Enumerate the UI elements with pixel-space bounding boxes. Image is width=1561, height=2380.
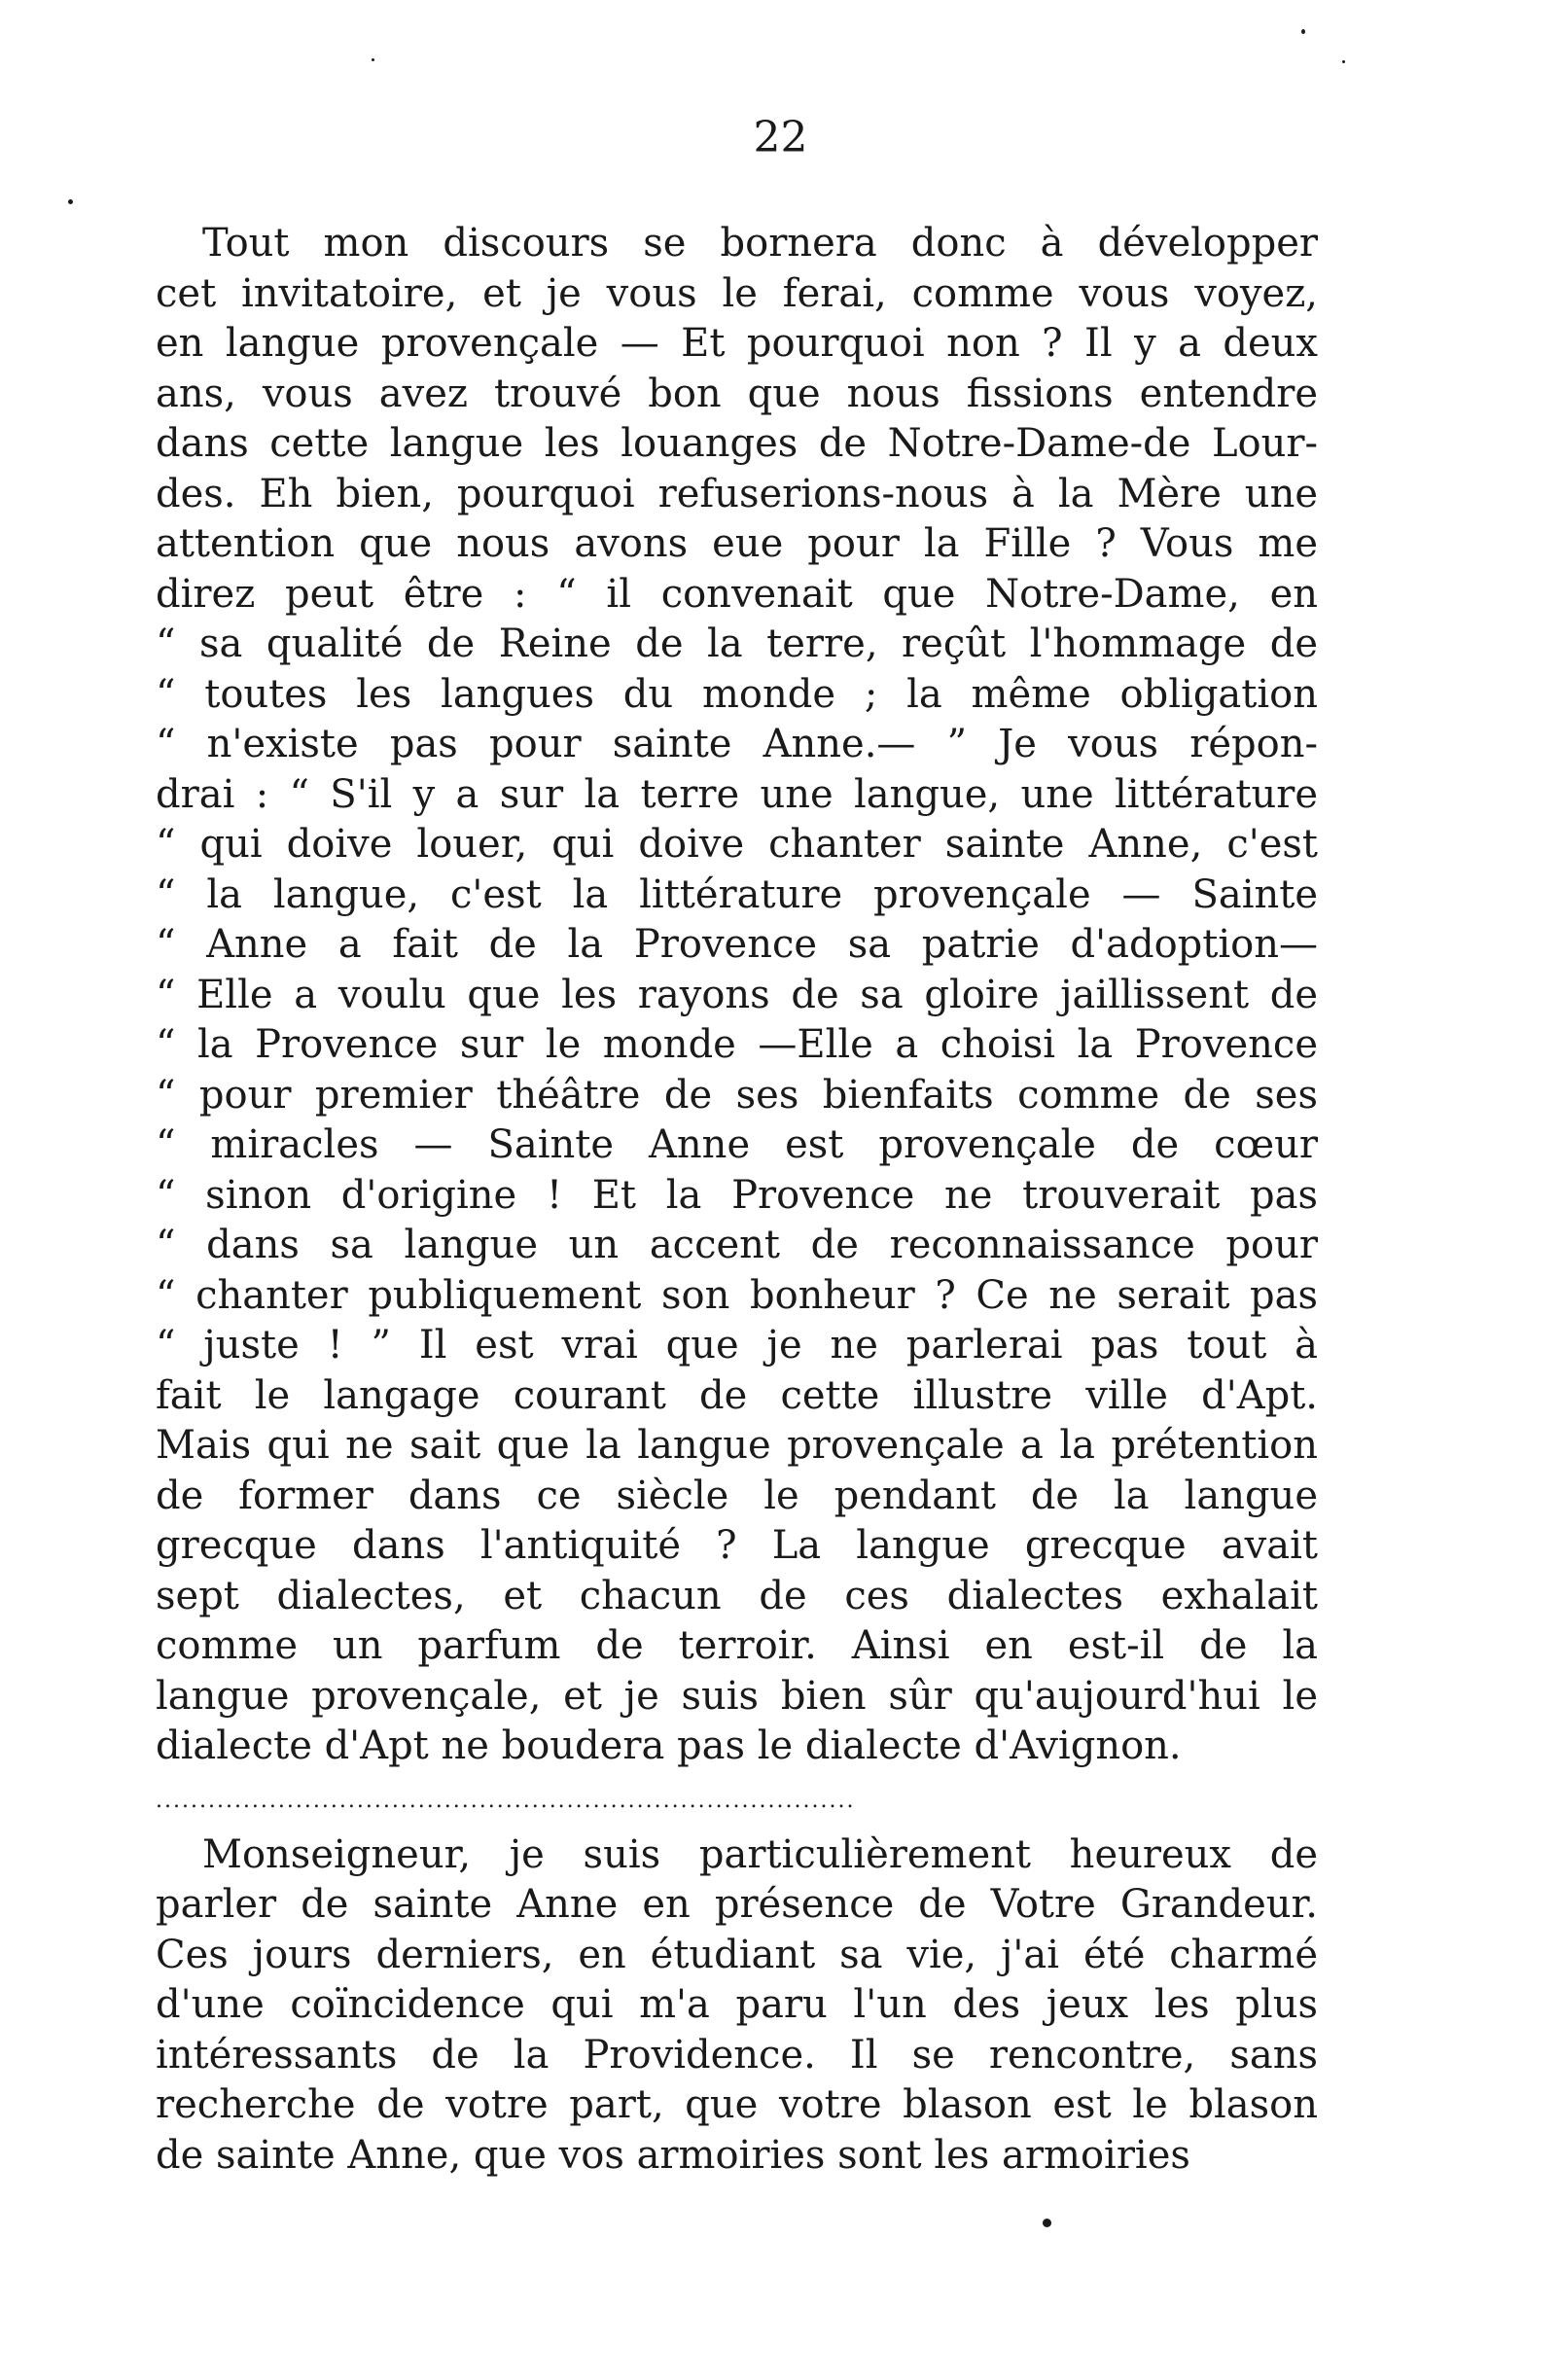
ink-speck bbox=[68, 199, 73, 204]
paragraph-1-line: grecque dans l'antiquité ? La langue grecque avait bbox=[156, 1523, 1318, 1568]
paragraph-1-line: de former dans ce siècle le pendant de la langue bbox=[156, 1473, 1318, 1518]
paragraph-1-line: Tout mon discours se bornera donc à développer bbox=[202, 221, 1318, 266]
paragraph-1-line: “ Elle a voulu que les rayons de sa gloire jaillissent de bbox=[156, 972, 1318, 1017]
paragraph-1-line: “ miracles — Sainte Anne est provençale de cœur bbox=[156, 1122, 1318, 1167]
paragraph-2-line: d'une coïncidence qui m'a paru l'un des jeux les plus bbox=[156, 1982, 1318, 2027]
paragraph-1-line: comme un parfum de terroir. Ainsi en est-il de la bbox=[156, 1623, 1318, 1668]
paragraph-1-line: Mais qui ne sait que la langue provençale a la prétention bbox=[156, 1423, 1318, 1468]
paragraph-1-line: des. Eh bien, pourquoi refuserions-nous à la Mère une bbox=[156, 471, 1318, 516]
paragraph-1-line: attention que nous avons eue pour la Fille ? Vous me bbox=[156, 521, 1318, 566]
paragraph-1-line: “ Anne a fait de la Provence sa patrie d'adoption— bbox=[156, 922, 1318, 967]
paragraph-2-line: de sainte Anne, que vos armoiries sont les armoiries bbox=[156, 2132, 1190, 2178]
paragraph-1-line: “ sinon d'origine ! Et la Provence ne trouverait pas bbox=[156, 1172, 1318, 1218]
paragraph-1-line: “ toutes les langues du monde ; la même obligation bbox=[156, 671, 1318, 717]
paragraph-1-line: “ pour premier théâtre de ses bienfaits comme de ses bbox=[156, 1072, 1318, 1118]
paragraph-2-line: parler de sainte Anne en présence de Votre Grandeur. bbox=[156, 1882, 1318, 1927]
section-separator: ................................................................................ bbox=[156, 1788, 856, 1813]
paragraph-2-line: intéressants de la Providence. Il se rencontre, sans bbox=[156, 2032, 1318, 2078]
paragraph-1-line: en langue provençale — Et pourquoi non ? Il y a deux bbox=[156, 321, 1318, 366]
paragraph-1-line: dialecte d'Apt ne boudera pas le dialecte d'Avignon. bbox=[156, 1723, 1182, 1768]
paragraph-1-line: “ chanter publiquement son bonheur ? Ce ne serait pas bbox=[156, 1272, 1318, 1318]
ink-speck bbox=[372, 58, 374, 61]
ink-speck bbox=[1043, 2219, 1051, 2227]
body-text bbox=[156, 219, 1318, 2181]
paragraph-2-line: Monseigneur, je suis particulièrement heureux de bbox=[202, 1831, 1318, 1877]
ink-speck bbox=[1342, 60, 1345, 63]
paragraph-1-line: “ dans sa langue un accent de reconnaissance pour bbox=[156, 1223, 1318, 1267]
paragraph-2-line: Ces jours derniers, en étudiant sa vie, j'ai été charmé bbox=[156, 1932, 1318, 1977]
paragraph-1-line: fait le langage courant de cette illustre ville d'Apt. bbox=[156, 1372, 1318, 1418]
page-number: 22 bbox=[753, 113, 808, 162]
paragraph-1-line: “ la Provence sur le monde —Elle a choisi la Provence bbox=[156, 1022, 1318, 1067]
paragraph-1-line: direz peut être : “ il convenait que Notre-Dame, en bbox=[156, 571, 1318, 617]
paragraph-1-line: ans, vous avez trouvé bon que nous fissions entendre bbox=[156, 371, 1318, 416]
paragraph-2 bbox=[156, 1830, 1318, 2182]
paragraph-1-line: cet invitatoire, et je vous le ferai, comme vous voyez, bbox=[156, 270, 1318, 316]
paragraph-1-line: “ sa qualité de Reine de la terre, reçût l'hommage de bbox=[156, 622, 1318, 666]
paragraph-1 bbox=[156, 219, 1318, 1772]
ink-speck bbox=[1301, 29, 1305, 34]
paragraph-2-line: recherche de votre part, que votre blason est le blason bbox=[156, 2082, 1318, 2127]
paragraph-1-line: “ juste ! ” Il est vrai que je ne parlerai pas tout à bbox=[156, 1323, 1318, 1368]
paragraph-1-line: drai : “ S'il y a sur la terre une langue, une littérature bbox=[156, 771, 1318, 817]
paragraph-1-line: “ la langue, c'est la littérature provençale — Sainte bbox=[156, 871, 1318, 917]
paragraph-1-line: “ n'existe pas pour sainte Anne.— ” Je vous répon- bbox=[156, 722, 1318, 766]
paragraph-1-line: “ qui doive louer, qui doive chanter sainte Anne, c'est bbox=[156, 822, 1318, 867]
paragraph-1-line: sept dialectes, et chacun de ces dialectes exhalait bbox=[156, 1573, 1318, 1618]
paragraph-1-line: langue provençale, et je suis bien sûr qu'aujourd'hui le bbox=[156, 1673, 1318, 1719]
paragraph-1-line: dans cette langue les louanges de Notre-Dame-de Lour- bbox=[156, 421, 1318, 466]
